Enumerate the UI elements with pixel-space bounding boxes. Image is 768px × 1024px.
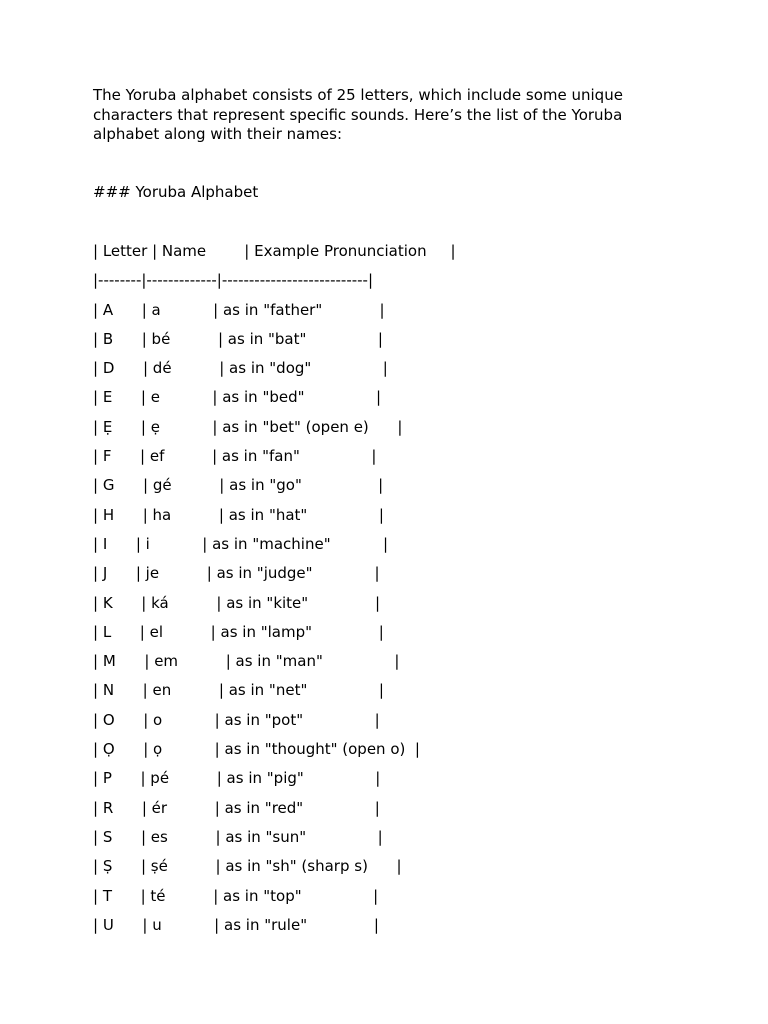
table-row: | Ẹ | ẹ | as in "bet" (open e) | — [93, 417, 403, 436]
table-separator-row: |--------|-------------|---------------------------| — [93, 271, 374, 290]
table-row: | D | dé | as in "dog" | — [93, 359, 388, 378]
table-row: | E | e | as in "bed" | — [93, 388, 382, 407]
table-row: | N | en | as in "net" | — [93, 681, 384, 700]
table-row: | H | ha | as in "hat" | — [93, 505, 384, 524]
table-row: | L | el | as in "lamp" | — [93, 622, 384, 641]
table-row: | K | ká | as in "kite" | — [93, 593, 380, 612]
table-row: | R | ér | as in "red" | — [93, 798, 380, 817]
table-row: | J | je | as in "judge" | — [93, 564, 380, 583]
table-row: | U | u | as in "rule" | — [93, 915, 379, 934]
table-row: | I | i | as in "machine" | — [93, 534, 389, 553]
table-header-row: | Letter | Name | Example Pronunciation | — [93, 242, 456, 260]
intro-paragraph: The Yoruba alphabet consists of 25 letters, which include some unique characters that represent specific sounds. Here’s the list of the Yoruba alphabet along with their names: — [93, 86, 628, 143]
document-page — [93, 86, 693, 934]
table-row: | S | es | as in "sun" | — [93, 827, 383, 846]
section-heading: ### Yoruba Alphabet — [93, 183, 259, 201]
table-row: | A | a | as in "father" | — [93, 300, 385, 319]
alphabet-table — [93, 242, 456, 945]
table-row: | M | em | as in "man" | — [93, 652, 400, 671]
table-row: | B | bé | as in "bat" | — [93, 329, 383, 348]
table-row: | T | té | as in "top" | — [93, 886, 379, 905]
table-row: | Ṣ | ṣé | as in "sh" (sharp s) | — [93, 857, 402, 876]
table-row: | O | o | as in "pot" | — [93, 710, 380, 729]
table-row: | P | pé | as in "pig" | — [93, 769, 381, 788]
table-row: | F | ef | as in "fan" | — [93, 447, 377, 466]
table-row: | Ọ | ọ | as in "thought" (open o) | — [93, 740, 420, 759]
table-row: | G | gé | as in "go" | — [93, 476, 384, 495]
